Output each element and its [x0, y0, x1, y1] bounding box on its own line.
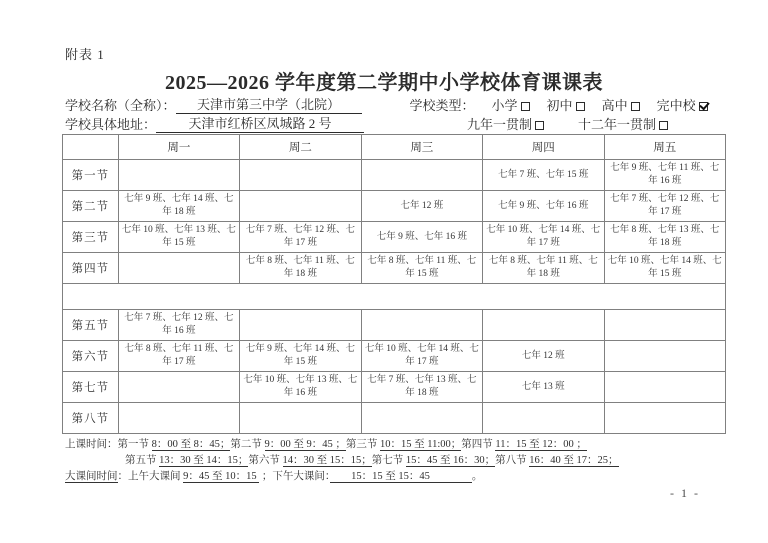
school-address-label: 学校具体地址：	[65, 117, 157, 132]
school-name-label: 学校名称（全称）：	[65, 98, 176, 113]
school-type-option	[467, 114, 544, 133]
schedule-cell: 七年 9 班、七年 16 班	[361, 222, 482, 253]
schedule-cell: 七年 10 班、七年 14 班、七年 17 班	[483, 222, 604, 253]
schedule-cell	[118, 372, 239, 403]
class-time-line	[65, 469, 727, 485]
class-times	[65, 437, 727, 485]
schedule-cell: 七年 7 班、七年 12 班、七年 17 班	[604, 191, 726, 222]
schedule-cell	[118, 160, 239, 191]
period-label: 第五节	[63, 310, 119, 341]
spacer-row	[63, 284, 726, 310]
schedule-cell	[483, 403, 604, 434]
schedule-cell	[118, 403, 239, 434]
class-time-segment: 8：00 至 8：45；	[151, 439, 231, 450]
checkbox-icon	[521, 102, 530, 111]
day-header: 周一	[118, 135, 239, 160]
class-time-segment: 11：15 至 12：00 ；	[495, 439, 587, 450]
class-time-segment: 13：30 至 14：15；	[159, 455, 249, 466]
day-header: 周四	[483, 135, 604, 160]
class-time-segment: ；下午大课间：	[259, 471, 331, 482]
period-label: 第七节	[63, 372, 119, 403]
school-type-option-label: 完中校	[656, 98, 696, 113]
class-time-segment: 9：45 至 10：15	[183, 471, 260, 482]
schedule-cell	[604, 341, 726, 372]
school-type-option	[578, 114, 668, 133]
school-info-block	[65, 95, 727, 133]
class-time-line	[65, 437, 727, 453]
schedule-cell: 七年 9 班、七年 14 班、七年 15 班	[240, 341, 361, 372]
timetable	[62, 134, 726, 434]
table-row	[63, 341, 726, 372]
class-time-segment: 第四节	[461, 439, 496, 450]
period-label: 第二节	[63, 191, 119, 222]
schedule-cell: 七年 8 班、七年 11 班、七年 17 班	[118, 341, 239, 372]
spacer-cell	[63, 284, 726, 310]
table-row	[63, 191, 726, 222]
table-row	[63, 403, 726, 434]
checkbox-icon	[631, 102, 640, 111]
table-row	[63, 253, 726, 284]
school-address-line	[65, 114, 727, 133]
schedule-cell: 七年 9 班、七年 14 班、七年 18 班	[118, 191, 239, 222]
school-type-option-label: 小学	[491, 98, 518, 113]
school-name-line	[65, 95, 727, 114]
class-time-segment: 第三节	[345, 439, 380, 450]
class-time-segment: 15：45 至 16：30；	[405, 455, 496, 466]
schedule-cell: 七年 9 班、七年 16 班	[483, 191, 604, 222]
schedule-cell: 七年 8 班、七年 11 班、七年 18 班	[240, 253, 361, 284]
period-label: 第一节	[63, 160, 119, 191]
schedule-cell: 七年 12 班	[483, 341, 604, 372]
class-time-segment: 第八节	[495, 455, 530, 466]
schedule-cell	[240, 310, 361, 341]
school-type-options-row1	[475, 95, 708, 114]
schedule-cell: 七年 10 班、七年 14 班、七年 15 班	[604, 253, 726, 284]
schedule-cell: 七年 10 班、七年 13 班、七年 16 班	[240, 372, 361, 403]
school-type-label: 学校类型：	[409, 98, 475, 113]
school-name-value: 天津市第三中学（北院）	[176, 94, 362, 114]
class-time-segment: ：上午大课间	[117, 471, 184, 482]
school-type-options-row2	[467, 114, 668, 133]
schedule-cell: 七年 10 班、七年 14 班、七年 17 班	[361, 341, 482, 372]
checkbox-checked-icon	[699, 102, 708, 111]
schedule-cell	[118, 253, 239, 284]
table-row	[63, 222, 726, 253]
school-type-option	[547, 95, 585, 114]
schedule-cell	[483, 310, 604, 341]
period-label: 第四节	[63, 253, 119, 284]
class-time-segment: 14：30 至 15：15；	[282, 455, 372, 466]
period-label: 第八节	[63, 403, 119, 434]
schedule-cell	[604, 403, 726, 434]
schedule-cell	[240, 160, 361, 191]
class-time-segment: 第七节	[371, 455, 406, 466]
table-row	[63, 372, 726, 403]
class-time-line	[65, 453, 727, 469]
appendix-label: 附表 1	[65, 47, 105, 62]
day-header: 周五	[604, 135, 726, 160]
schedule-cell	[604, 372, 726, 403]
schedule-cell: 七年 8 班、七年 11 班、七年 15 班	[361, 253, 482, 284]
schedule-cell	[361, 160, 482, 191]
checkbox-icon	[576, 102, 585, 111]
schedule-cell: 七年 7 班、七年 12 班、七年 17 班	[240, 222, 361, 253]
schedule-cell: 七年 8 班、七年 13 班、七年 18 班	[604, 222, 726, 253]
schedule-cell: 七年 9 班、七年 11 班、七年 16 班	[604, 160, 726, 191]
schedule-cell: 七年 7 班、七年 12 班、七年 16 班	[118, 310, 239, 341]
class-time-segment: 16：40 至 17：25；	[529, 455, 619, 466]
schedule-cell	[240, 403, 361, 434]
schedule-cell: 七年 10 班、七年 13 班、七年 15 班	[118, 222, 239, 253]
class-time-segment: 15：15 至 15：45	[330, 471, 472, 482]
day-header: 周三	[361, 135, 482, 160]
page-title: 2025—2026 学年度第二学期中小学校体育课课表	[165, 72, 603, 94]
class-time-segment: 第二节	[230, 439, 265, 450]
school-address-value: 天津市红桥区凤城路 2 号	[156, 113, 364, 133]
period-label: 第三节	[63, 222, 119, 253]
class-time-segment: 上课时间：第一节	[65, 439, 152, 450]
timetable-body	[63, 160, 726, 434]
schedule-cell: 七年 12 班	[361, 191, 482, 222]
schedule-cell: 七年 7 班、七年 13 班、七年 18 班	[361, 372, 482, 403]
school-type-option-label: 十二年一贯制	[578, 117, 657, 132]
school-type-option-label: 高中	[601, 98, 628, 113]
schedule-cell: 七年 7 班、七年 15 班	[483, 160, 604, 191]
schedule-cell: 七年 8 班、七年 11 班、七年 18 班	[483, 253, 604, 284]
table-row	[63, 160, 726, 191]
class-time-segment: 大课间时间	[65, 471, 118, 482]
school-type-option-label: 九年一贯制	[467, 117, 533, 132]
schedule-cell	[361, 403, 482, 434]
class-time-segment: 9：00 至 9：45 ；	[264, 439, 346, 450]
school-type-option	[657, 95, 708, 114]
day-header: 周二	[240, 135, 361, 160]
class-time-segment: 。	[471, 471, 483, 482]
school-type-option	[492, 95, 530, 114]
checkbox-icon	[659, 121, 668, 130]
timetable-header	[63, 135, 726, 160]
schedule-cell	[240, 191, 361, 222]
schedule-cell	[604, 310, 726, 341]
schedule-cell	[361, 310, 482, 341]
checkbox-icon	[535, 121, 544, 130]
school-type-option	[602, 95, 640, 114]
class-time-segment: 第六节	[248, 455, 283, 466]
class-time-segment: 第五节	[125, 455, 160, 466]
school-type-option-label: 初中	[546, 98, 573, 113]
class-time-segment: 10：15 至 11:00；	[380, 439, 462, 450]
page-number: - 1 -	[670, 486, 700, 500]
table-row	[63, 310, 726, 341]
schedule-cell: 七年 13 班	[483, 372, 604, 403]
period-label: 第六节	[63, 341, 119, 372]
corner-cell	[63, 135, 119, 160]
